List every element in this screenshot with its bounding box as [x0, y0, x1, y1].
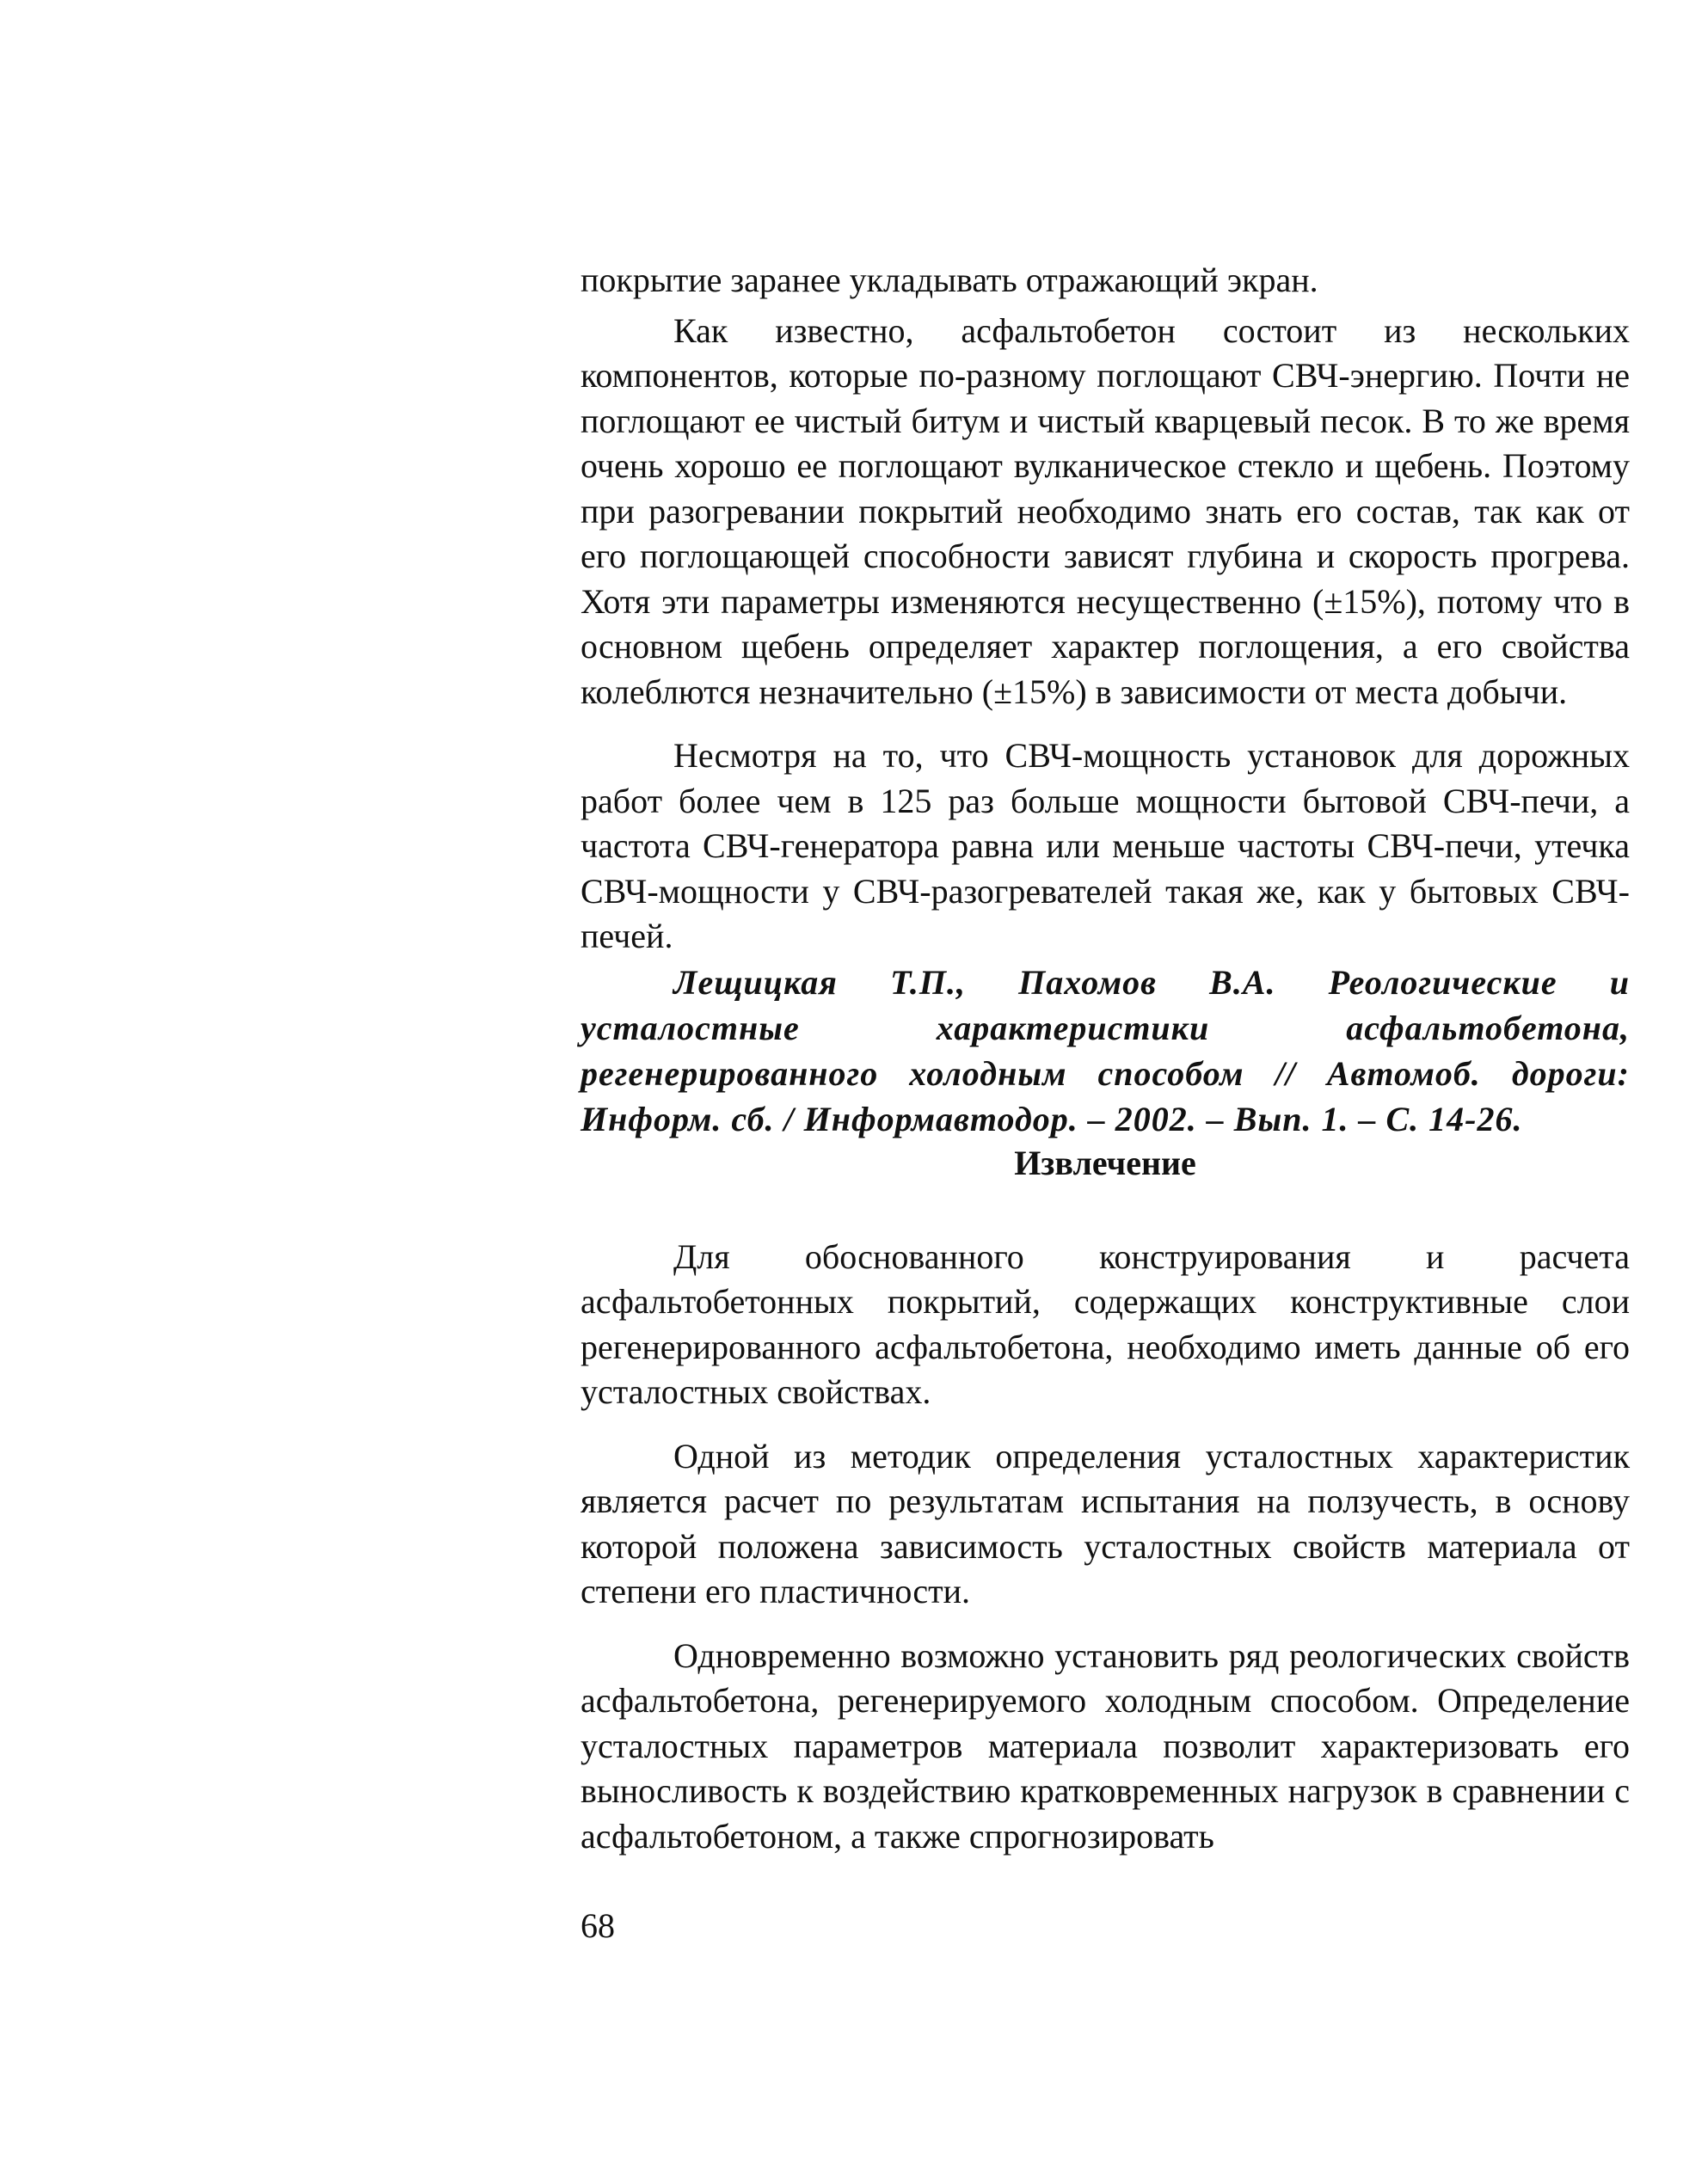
- paragraph-extract-method: Одной из методик определения усталостных характеристик является расчет по результатам испытания на ползучесть, в основу которой положена зависимость усталостных свойств материала от степени его пластичности.: [581, 1436, 1630, 1610]
- paragraph-extract-rheology: Одновременно возможно установить ряд реологических свойств асфальтобетона, регенерируемого холодным способом. Определение усталостных параметров материала позволит характеризовать его выносливость к воздействию кратковременных нагрузок в сравнении с асфальтобетоном, а также спрогнозировать: [581, 1635, 1630, 1856]
- page-number: 68: [581, 1906, 615, 1945]
- paragraph-microwave-absorption: Как известно, асфальтобетон состоит из нескольких компонентов, которые по-разному поглощают СВЧ-энергию. Почти не поглощают ее чистый битум и чистый кварцевый песок. В то же время очень хорошо ее поглощают вулканическое стекло и щебень. Поэтому при разогревании покрытий необходимо знать его состав, так как от его поглощающей способности зависят глубина и скорость прогрева. Хотя эти параметры изменяются несущественно (±15%), потому что в основном щебень определяет характер поглощения, а его свойства колеблются незначительно (±15%) в зависимости от места добычи.: [581, 310, 1630, 711]
- extract-heading: Извлечение: [1014, 1143, 1196, 1182]
- paragraph-extract-intro: Для обоснованного конструирования и расчета асфальтобетонных покрытий, содержащих конструктивные слои регенерированного асфальтобетона, необходимо иметь данные об его усталостных свойствах.: [581, 1236, 1630, 1411]
- bibliographic-citation: Лещицкая Т.П., Пахомов В.А. Реологические и усталостные характеристики асфальтобетона, регенерированного холодным способом // Автомоб. дороги: Информ. сб. / Информавтодор. – 2002. – Вып. 1. – С. 14-26.: [581, 962, 1630, 1138]
- page-body: [581, 258, 1630, 1859]
- paragraph-microwave-power: Несмотря на то, что СВЧ-мощность установок для дорожных работ более чем в 125 раз больше мощности бытовой СВЧ-печи, а частота СВЧ-генератора равна или меньше частоты СВЧ-печи, утечка СВЧ-мощности у СВЧ-разогревателей такая же, как у бытовых СВЧ-печей.: [581, 736, 1630, 955]
- paragraph-continuation: покрытие заранее укладывать отражающий экран.: [581, 261, 1318, 299]
